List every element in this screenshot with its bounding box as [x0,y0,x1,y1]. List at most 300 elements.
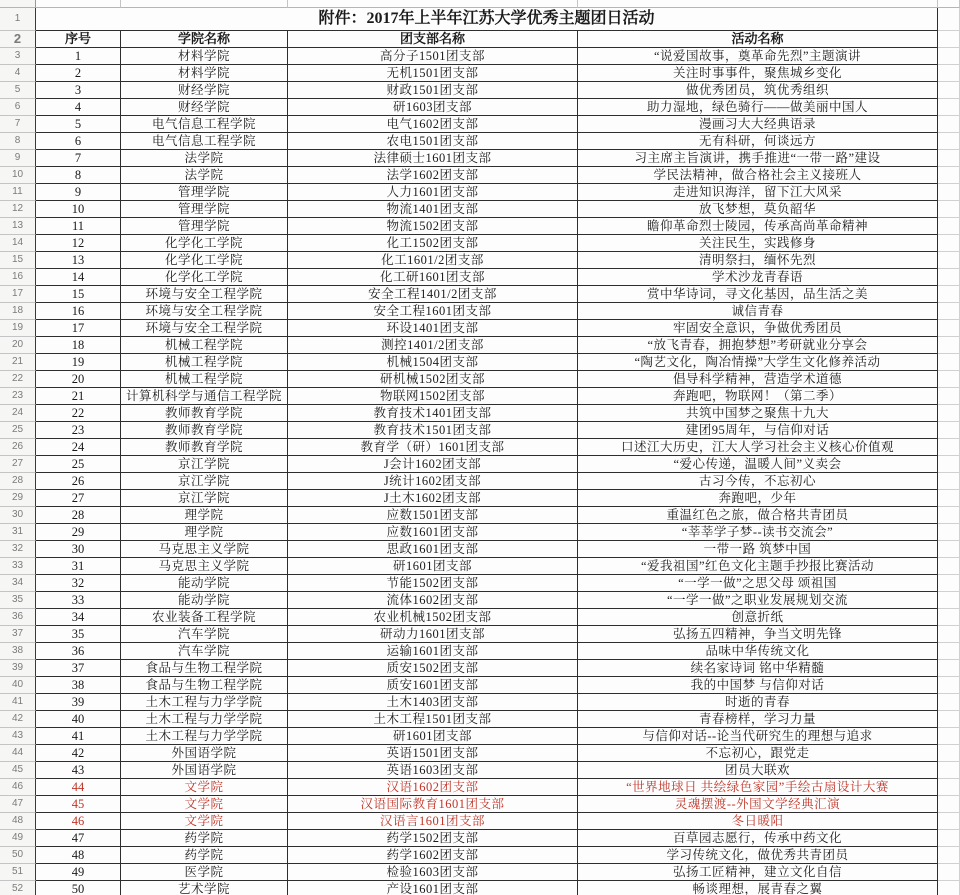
cell-activity-name[interactable]: 倡导科学精神，营造学术道德 [578,371,938,388]
cell-college-name[interactable]: 食品与生物工程学院 [121,677,288,694]
empty-cell[interactable] [938,881,960,895]
row-number[interactable]: 34 [0,575,36,592]
empty-cell[interactable] [938,507,960,524]
row-number[interactable]: 35 [0,592,36,609]
row-number[interactable]: 14 [0,235,36,252]
empty-cell[interactable] [938,133,960,150]
cell-branch-name[interactable]: 化工1601/2团支部 [288,252,578,269]
cell-activity-name[interactable]: 弘扬工匠精神，建立文化自信 [578,864,938,881]
cell-serial[interactable]: 29 [36,524,121,541]
empty-cell[interactable] [938,864,960,881]
cell-college-name[interactable]: 理学院 [121,507,288,524]
empty-cell[interactable] [938,65,960,82]
cell-college-name[interactable]: 化学化工学院 [121,235,288,252]
cell-serial[interactable]: 48 [36,847,121,864]
cell-college-name[interactable]: 土木工程与力学学院 [121,711,288,728]
row-number[interactable]: 1 [0,8,36,31]
cell-branch-name[interactable]: 质安1601团支部 [288,677,578,694]
cell-branch-name[interactable]: 高分子1501团支部 [288,48,578,65]
cell-college-name[interactable]: 财经学院 [121,99,288,116]
row-number[interactable]: 23 [0,388,36,405]
cell-serial[interactable]: 47 [36,830,121,847]
empty-cell[interactable] [938,422,960,439]
row-number[interactable]: 31 [0,524,36,541]
cell-college-name[interactable]: 机械工程学院 [121,371,288,388]
cell-activity-name[interactable]: 重温红色之旅，做合格共青团员 [578,507,938,524]
cell-activity-name[interactable]: 共筑中国梦之聚焦十九大 [578,405,938,422]
row-number[interactable]: 47 [0,796,36,813]
empty-cell[interactable] [938,541,960,558]
empty-cell[interactable] [938,388,960,405]
cell-college-name[interactable]: 环境与安全工程学院 [121,320,288,337]
cell-college-name[interactable]: 理学院 [121,524,288,541]
column-header-no[interactable]: 序号 [36,31,121,48]
cell-college-name[interactable]: 教师教育学院 [121,439,288,456]
column-header-activity[interactable]: 活动名称 [578,31,938,48]
cell-serial[interactable]: 16 [36,303,121,320]
row-number[interactable]: 18 [0,303,36,320]
cell-serial[interactable]: 15 [36,286,121,303]
cell-serial[interactable]: 49 [36,864,121,881]
cell-college-name[interactable]: 计算机科学与通信工程学院 [121,388,288,405]
row-number[interactable]: 24 [0,405,36,422]
empty-cell[interactable] [938,473,960,490]
column-header-college[interactable]: 学院名称 [121,31,288,48]
cell-college-name[interactable]: 管理学院 [121,218,288,235]
row-number[interactable]: 26 [0,439,36,456]
cell-college-name[interactable]: 能动学院 [121,575,288,592]
empty-cell[interactable] [938,354,960,371]
cell-branch-name[interactable]: 质安1502团支部 [288,660,578,677]
cell-branch-name[interactable]: 电气1602团支部 [288,116,578,133]
empty-cell[interactable] [938,150,960,167]
empty-cell[interactable] [938,201,960,218]
cell-college-name[interactable]: 马克思主义学院 [121,558,288,575]
cell-activity-name[interactable]: 清明祭扫，缅怀先烈 [578,252,938,269]
cell-activity-name[interactable]: 放飞梦想，莫负韶华 [578,201,938,218]
cell-activity-name[interactable]: 做优秀团员，筑优秀组织 [578,82,938,99]
cell-branch-name[interactable]: J土木1602团支部 [288,490,578,507]
row-number[interactable]: 46 [0,779,36,796]
cell-branch-name[interactable]: 无机1501团支部 [288,65,578,82]
cell-college-name[interactable]: 环境与安全工程学院 [121,286,288,303]
row-number[interactable]: 51 [0,864,36,881]
row-number[interactable]: 10 [0,167,36,184]
cell-branch-name[interactable]: 运输1601团支部 [288,643,578,660]
empty-cell[interactable] [938,167,960,184]
cell-college-name[interactable]: 马克思主义学院 [121,541,288,558]
cell-activity-name[interactable]: 一带一路 筑梦中国 [578,541,938,558]
cell-branch-name[interactable]: 法学1602团支部 [288,167,578,184]
cell-college-name[interactable]: 环境与安全工程学院 [121,303,288,320]
empty-cell[interactable] [938,303,960,320]
empty-cell[interactable] [938,694,960,711]
cell-serial[interactable]: 24 [36,439,121,456]
cell-branch-name[interactable]: 研机械1502团支部 [288,371,578,388]
cell-serial[interactable]: 32 [36,575,121,592]
cell-activity-name[interactable]: 不忘初心，跟党走 [578,745,938,762]
cell-serial[interactable]: 45 [36,796,121,813]
cell-activity-name[interactable]: 畅谈理想，展青春之翼 [578,881,938,895]
cell-serial[interactable]: 6 [36,133,121,150]
cell-serial[interactable]: 44 [36,779,121,796]
cell-college-name[interactable]: 药学院 [121,830,288,847]
cell-college-name[interactable]: 电气信息工程学院 [121,133,288,150]
cell-college-name[interactable]: 京江学院 [121,490,288,507]
cell-branch-name[interactable]: 教育技术1401团支部 [288,405,578,422]
cell-serial[interactable]: 34 [36,609,121,626]
row-number[interactable]: 38 [0,643,36,660]
empty-cell[interactable] [938,218,960,235]
cell-activity-name[interactable]: “放飞青春，拥抱梦想”考研就业分享会 [578,337,938,354]
cell-serial[interactable]: 3 [36,82,121,99]
cell-serial[interactable]: 4 [36,99,121,116]
cell-serial[interactable]: 13 [36,252,121,269]
row-number[interactable]: 40 [0,677,36,694]
cell-branch-name[interactable]: 物流1401团支部 [288,201,578,218]
empty-cell[interactable] [938,490,960,507]
row-number[interactable]: 45 [0,762,36,779]
empty-cell[interactable] [938,320,960,337]
cell-serial[interactable]: 14 [36,269,121,286]
cell-college-name[interactable]: 教师教育学院 [121,405,288,422]
cell-activity-name[interactable]: 古习今传，不忘初心 [578,473,938,490]
row-number[interactable]: 7 [0,116,36,133]
cell-activity-name[interactable]: “爱心传递，温暖人间”义卖会 [578,456,938,473]
cell-college-name[interactable]: 文学院 [121,813,288,830]
cell-branch-name[interactable]: 思政1601团支部 [288,541,578,558]
cell-college-name[interactable]: 汽车学院 [121,626,288,643]
cell-branch-name[interactable]: 人力1601团支部 [288,184,578,201]
row-number[interactable]: 11 [0,184,36,201]
cell-activity-name[interactable]: 我的中国梦 与信仰对话 [578,677,938,694]
cell-serial[interactable]: 40 [36,711,121,728]
row-number[interactable]: 33 [0,558,36,575]
cell-branch-name[interactable]: 节能1502团支部 [288,575,578,592]
cell-branch-name[interactable]: 研1601团支部 [288,728,578,745]
cell-serial[interactable]: 27 [36,490,121,507]
empty-cell[interactable] [938,609,960,626]
cell-college-name[interactable]: 京江学院 [121,473,288,490]
cell-branch-name[interactable]: 测控1401/2团支部 [288,337,578,354]
cell-activity-name[interactable]: 关注民生，实践修身 [578,235,938,252]
cell-branch-name[interactable]: 产设1601团支部 [288,881,578,895]
cell-branch-name[interactable]: 汉语国际教育1601团支部 [288,796,578,813]
cell-activity-name[interactable]: 漫画习大大经典语录 [578,116,938,133]
row-number[interactable]: 25 [0,422,36,439]
cell-serial[interactable]: 9 [36,184,121,201]
cell-college-name[interactable]: 材料学院 [121,65,288,82]
cell-serial[interactable]: 35 [36,626,121,643]
cell-activity-name[interactable]: 口述江大历史，江大人学习社会主义核心价值观 [578,439,938,456]
cell-college-name[interactable]: 管理学院 [121,184,288,201]
cell-branch-name[interactable]: 流体1602团支部 [288,592,578,609]
cell-branch-name[interactable]: 汉语1602团支部 [288,779,578,796]
cell-activity-name[interactable]: 赏中华诗词，寻文化基因，品生活之美 [578,286,938,303]
cell-college-name[interactable]: 外国语学院 [121,762,288,779]
cell-branch-name[interactable]: 检验1603团支部 [288,864,578,881]
empty-cell[interactable] [938,558,960,575]
cell-activity-name[interactable]: “陶艺文化，陶冶情操”大学生文化修养活动 [578,354,938,371]
empty-cell[interactable] [938,439,960,456]
cell-branch-name[interactable]: 研动力1601团支部 [288,626,578,643]
cell-activity-name[interactable]: “世界地球日 共绘绿色家园”手绘古扇设计大赛 [578,779,938,796]
row-number[interactable]: 30 [0,507,36,524]
empty-cell[interactable] [938,269,960,286]
row-number[interactable]: 16 [0,269,36,286]
cell-branch-name[interactable]: 环设1401团支部 [288,320,578,337]
cell-college-name[interactable]: 化学化工学院 [121,269,288,286]
cell-college-name[interactable]: 机械工程学院 [121,337,288,354]
cell-college-name[interactable]: 土木工程与力学学院 [121,728,288,745]
cell-activity-name[interactable]: 诚信青春 [578,303,938,320]
sheet-title[interactable]: 附件：2017年上半年江苏大学优秀主题团日活动 [36,8,938,31]
empty-cell[interactable] [938,660,960,677]
row-number[interactable]: 19 [0,320,36,337]
row-number[interactable]: 21 [0,354,36,371]
cell-serial[interactable]: 28 [36,507,121,524]
cell-branch-name[interactable]: 土木工程1501团支部 [288,711,578,728]
row-number[interactable]: 4 [0,65,36,82]
empty-cell[interactable] [938,762,960,779]
cell-serial[interactable]: 26 [36,473,121,490]
empty-cell[interactable] [938,728,960,745]
cell-serial[interactable]: 7 [36,150,121,167]
row-number[interactable]: 48 [0,813,36,830]
row-number[interactable]: 22 [0,371,36,388]
cell-activity-name[interactable]: “莘莘学子梦--读书交流会” [578,524,938,541]
cell-activity-name[interactable]: 习主席主旨演讲，携手推进“一带一路”建设 [578,150,938,167]
cell-college-name[interactable]: 法学院 [121,167,288,184]
cell-college-name[interactable]: 法学院 [121,150,288,167]
cell-serial[interactable]: 30 [36,541,121,558]
cell-branch-name[interactable]: 安全工程1601团支部 [288,303,578,320]
cell-college-name[interactable]: 艺术学院 [121,881,288,895]
cell-activity-name[interactable]: “一学一做”之职业发展规划交流 [578,592,938,609]
row-number[interactable]: 20 [0,337,36,354]
empty-cell[interactable] [938,405,960,422]
column-header-branch[interactable]: 团支部名称 [288,31,578,48]
cell-college-name[interactable]: 教师教育学院 [121,422,288,439]
cell-activity-name[interactable]: 关注时事事件，聚焦城乡变化 [578,65,938,82]
cell-activity-name[interactable]: 与信仰对话--论当代研究生的理想与追求 [578,728,938,745]
row-number[interactable]: 6 [0,99,36,116]
cell-activity-name[interactable]: 时逝的青春 [578,694,938,711]
cell-branch-name[interactable]: 英语1501团支部 [288,745,578,762]
cell-activity-name[interactable]: 建团95周年，与信仰对话 [578,422,938,439]
cell-activity-name[interactable]: “爱我祖国”红色文化主题手抄报比赛活动 [578,558,938,575]
cell-branch-name[interactable]: 物流1502团支部 [288,218,578,235]
row-number[interactable]: 27 [0,456,36,473]
empty-cell[interactable] [938,82,960,99]
cell-serial[interactable]: 19 [36,354,121,371]
cell-activity-name[interactable]: 学民法精神，做合格社会主义接班人 [578,167,938,184]
cell-serial[interactable]: 21 [36,388,121,405]
empty-cell[interactable] [938,456,960,473]
empty-cell[interactable] [938,592,960,609]
empty-cell[interactable] [938,235,960,252]
cell-activity-name[interactable]: 学术沙龙青春语 [578,269,938,286]
cell-activity-name[interactable]: 创意折纸 [578,609,938,626]
cell-serial[interactable]: 12 [36,235,121,252]
cell-serial[interactable]: 33 [36,592,121,609]
empty-cell[interactable] [938,626,960,643]
cell-serial[interactable]: 23 [36,422,121,439]
row-number[interactable]: 44 [0,745,36,762]
row-number[interactable]: 49 [0,830,36,847]
cell-serial[interactable]: 25 [36,456,121,473]
row-number[interactable]: 36 [0,609,36,626]
cell-branch-name[interactable]: 物联网1502团支部 [288,388,578,405]
empty-cell[interactable] [938,116,960,133]
cell-serial[interactable]: 11 [36,218,121,235]
cell-activity-name[interactable]: 助力湿地，绿色骑行——做美丽中国人 [578,99,938,116]
empty-cell[interactable] [938,677,960,694]
cell-branch-name[interactable]: 财政1501团支部 [288,82,578,99]
empty-cell[interactable] [938,796,960,813]
empty-cell[interactable] [938,48,960,65]
row-number[interactable]: 13 [0,218,36,235]
cell-serial[interactable]: 1 [36,48,121,65]
cell-serial[interactable]: 41 [36,728,121,745]
cell-college-name[interactable]: 食品与生物工程学院 [121,660,288,677]
row-number[interactable]: 39 [0,660,36,677]
cell-college-name[interactable]: 医学院 [121,864,288,881]
row-number[interactable]: 29 [0,490,36,507]
cell-serial[interactable]: 38 [36,677,121,694]
cell-branch-name[interactable]: 研1601团支部 [288,558,578,575]
cell-activity-name[interactable]: 学习传统文化，做优秀共青团员 [578,847,938,864]
row-number[interactable]: 32 [0,541,36,558]
row-number[interactable]: 2 [0,31,36,48]
cell-activity-name[interactable]: “一学一做”之思父母 颂祖国 [578,575,938,592]
cell-college-name[interactable]: 京江学院 [121,456,288,473]
row-number[interactable]: 8 [0,133,36,150]
cell-serial[interactable]: 50 [36,881,121,895]
cell-branch-name[interactable]: 汉语言1601团支部 [288,813,578,830]
cell-activity-name[interactable]: “说爱国故事，奠革命先烈”主题演讲 [578,48,938,65]
empty-cell[interactable] [938,813,960,830]
cell-activity-name[interactable]: 品味中华传统文化 [578,643,938,660]
row-number[interactable]: 42 [0,711,36,728]
cell-branch-name[interactable]: 教育技术1501团支部 [288,422,578,439]
cell-activity-name[interactable]: 续名家诗词 铭中华精髓 [578,660,938,677]
empty-cell[interactable] [938,286,960,303]
row-number[interactable]: 5 [0,82,36,99]
cell-college-name[interactable]: 文学院 [121,796,288,813]
row-number[interactable]: 50 [0,847,36,864]
cell-activity-name[interactable]: 弘扬五四精神，争当文明先锋 [578,626,938,643]
cell-serial[interactable]: 46 [36,813,121,830]
cell-college-name[interactable]: 财经学院 [121,82,288,99]
cell-branch-name[interactable]: 英语1603团支部 [288,762,578,779]
empty-cell[interactable] [938,184,960,201]
cell-college-name[interactable]: 土木工程与力学学院 [121,694,288,711]
row-number[interactable]: 52 [0,881,36,895]
cell-serial[interactable]: 20 [36,371,121,388]
cell-branch-name[interactable]: 安全工程1401/2团支部 [288,286,578,303]
empty-cell[interactable] [938,643,960,660]
cell-branch-name[interactable]: 教育学（研）1601团支部 [288,439,578,456]
cell-college-name[interactable]: 管理学院 [121,201,288,218]
cell-activity-name[interactable]: 走进知识海洋，留下江大风采 [578,184,938,201]
empty-cell[interactable] [938,8,960,31]
empty-cell[interactable] [938,575,960,592]
cell-branch-name[interactable]: 农业机械1502团支部 [288,609,578,626]
empty-cell[interactable] [938,31,960,48]
row-number[interactable]: 41 [0,694,36,711]
cell-college-name[interactable]: 材料学院 [121,48,288,65]
cell-serial[interactable]: 5 [36,116,121,133]
empty-cell[interactable] [938,337,960,354]
row-number[interactable]: 15 [0,252,36,269]
empty-cell[interactable] [938,252,960,269]
cell-branch-name[interactable]: 应数1601团支部 [288,524,578,541]
cell-college-name[interactable]: 能动学院 [121,592,288,609]
empty-cell[interactable] [938,371,960,388]
cell-branch-name[interactable]: 药学1602团支部 [288,847,578,864]
cell-college-name[interactable]: 文学院 [121,779,288,796]
cell-activity-name[interactable]: 百草园志愿行，传承中药文化 [578,830,938,847]
cell-branch-name[interactable]: 法律硕士1601团支部 [288,150,578,167]
empty-cell[interactable] [938,524,960,541]
cell-serial[interactable]: 17 [36,320,121,337]
cell-serial[interactable]: 43 [36,762,121,779]
cell-activity-name[interactable]: 牢固安全意识，争做优秀团员 [578,320,938,337]
empty-cell[interactable] [938,779,960,796]
cell-serial[interactable]: 39 [36,694,121,711]
cell-serial[interactable]: 2 [36,65,121,82]
empty-cell[interactable] [938,711,960,728]
cell-branch-name[interactable]: 药学1502团支部 [288,830,578,847]
cell-activity-name[interactable]: 团员大联欢 [578,762,938,779]
cell-college-name[interactable]: 外国语学院 [121,745,288,762]
cell-branch-name[interactable]: 农电1501团支部 [288,133,578,150]
empty-cell[interactable] [938,99,960,116]
cell-branch-name[interactable]: 化工1502团支部 [288,235,578,252]
cell-college-name[interactable]: 汽车学院 [121,643,288,660]
cell-college-name[interactable]: 化学化工学院 [121,252,288,269]
row-number[interactable]: 12 [0,201,36,218]
row-number[interactable]: 3 [0,48,36,65]
row-number[interactable]: 17 [0,286,36,303]
row-number[interactable]: 9 [0,150,36,167]
cell-serial[interactable]: 36 [36,643,121,660]
cell-activity-name[interactable]: 奔跑吧，物联网！（第二季） [578,388,938,405]
cell-college-name[interactable]: 电气信息工程学院 [121,116,288,133]
cell-activity-name[interactable]: 冬日暖阳 [578,813,938,830]
cell-college-name[interactable]: 药学院 [121,847,288,864]
cell-serial[interactable]: 18 [36,337,121,354]
cell-branch-name[interactable]: J统计1602团支部 [288,473,578,490]
cell-branch-name[interactable]: 化工研1601团支部 [288,269,578,286]
cell-branch-name[interactable]: 土木1403团支部 [288,694,578,711]
cell-college-name[interactable]: 机械工程学院 [121,354,288,371]
cell-activity-name[interactable]: 青春榜样，学习力量 [578,711,938,728]
empty-cell[interactable] [938,847,960,864]
cell-branch-name[interactable]: 机械1504团支部 [288,354,578,371]
empty-cell[interactable] [938,745,960,762]
cell-serial[interactable]: 22 [36,405,121,422]
cell-serial[interactable]: 31 [36,558,121,575]
cell-branch-name[interactable]: 研1603团支部 [288,99,578,116]
cell-serial[interactable]: 8 [36,167,121,184]
row-number[interactable]: 28 [0,473,36,490]
cell-serial[interactable]: 37 [36,660,121,677]
cell-activity-name[interactable]: 无有科研，何谈远方 [578,133,938,150]
cell-branch-name[interactable]: 应数1501团支部 [288,507,578,524]
row-number[interactable]: 43 [0,728,36,745]
